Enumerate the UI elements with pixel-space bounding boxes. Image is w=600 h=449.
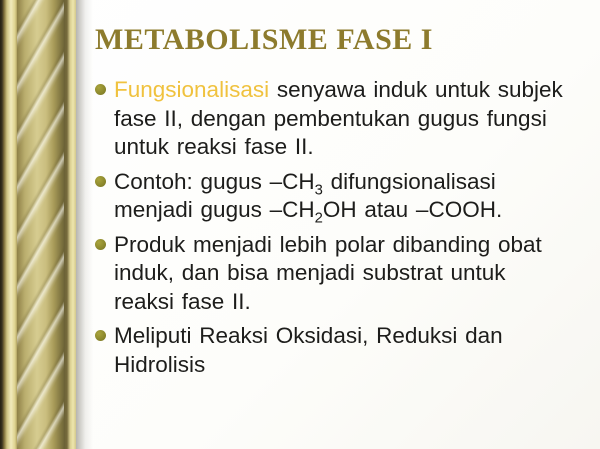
chemical-subscript: 2 xyxy=(314,210,323,227)
bullet-icon xyxy=(95,176,106,187)
bullet-text-line xyxy=(114,351,503,380)
bullet-item xyxy=(95,168,593,225)
gold-rope-texture xyxy=(17,0,64,449)
bullet-text-line xyxy=(114,76,563,105)
bullet-text xyxy=(114,76,563,162)
text-segment: Produk menjadi lebih polar dibanding obat xyxy=(114,231,542,257)
text-segment: reaksi fase II. xyxy=(114,288,251,314)
bullet-text xyxy=(114,231,542,317)
bullet-text-line xyxy=(114,105,563,134)
bullet-text xyxy=(114,168,502,225)
text-segment: senyawa induk untuk subjek xyxy=(269,77,563,102)
bullet-text-line xyxy=(114,196,502,225)
gold-column-decoration xyxy=(0,0,76,449)
slide-content xyxy=(95,24,593,444)
text-segment: untuk reaksi fase II. xyxy=(114,134,314,159)
bullet-text-line xyxy=(114,133,563,162)
text-segment: OH atau –COOH. xyxy=(322,197,503,222)
bullet-item xyxy=(95,231,593,317)
text-segment: Meliputi Reaksi Oksidasi, Reduksi dan xyxy=(114,323,503,348)
bullet-text xyxy=(114,322,503,379)
page-title: METABOLISME FASE I xyxy=(95,23,433,56)
bullet-icon xyxy=(95,239,106,250)
text-segment: Hidrolisis xyxy=(114,351,206,377)
bullet-item xyxy=(95,322,593,379)
bullet-list xyxy=(95,76,593,379)
highlighted-term: Fungsionalisasi xyxy=(114,77,270,102)
text-segment: fase II, dengan pembentukan gugus fungsi xyxy=(114,105,547,131)
text-segment: Contoh: gugus –CH xyxy=(114,168,315,194)
bullet-icon xyxy=(95,84,106,95)
text-segment: menjadi gugus –CH xyxy=(114,197,315,222)
text-segment: difungsionalisasi xyxy=(322,168,496,194)
bullet-item xyxy=(95,76,593,162)
column-drop-shadow xyxy=(76,0,93,449)
bullet-text-line xyxy=(114,168,502,197)
text-segment: induk, dan bisa menjadi substrat untuk xyxy=(114,260,506,285)
bullet-text-line xyxy=(114,288,542,317)
bullet-text-line xyxy=(114,259,542,288)
bullet-icon xyxy=(95,330,106,341)
bullet-text-line xyxy=(114,322,503,351)
chemical-subscript: 3 xyxy=(314,182,323,198)
bullet-text-line xyxy=(114,231,542,260)
